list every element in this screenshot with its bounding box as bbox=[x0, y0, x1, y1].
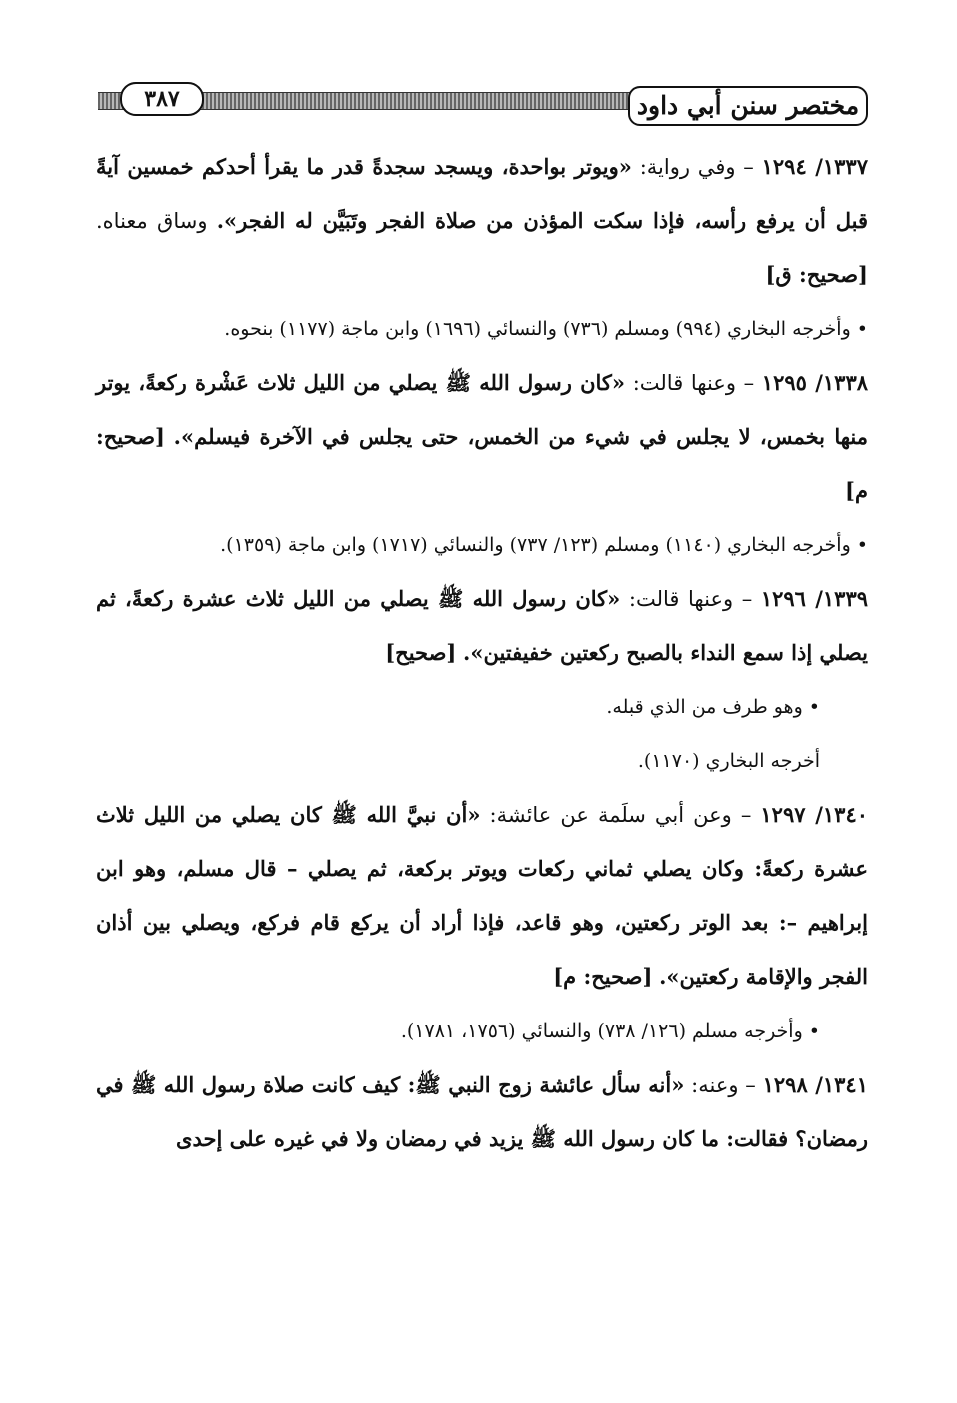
hadith-intro: – وعنها قالت: bbox=[620, 587, 761, 611]
hadith-number: ١٣٣٧/ ١٢٩٤ bbox=[761, 154, 868, 179]
hadith-grade: [صحيح: م] bbox=[553, 964, 653, 989]
page-number: ٣٨٧ bbox=[120, 82, 204, 116]
hadith-number: ١٣٤٠/ ١٢٩٧ bbox=[760, 802, 869, 827]
hadith-text: «ويوتر بواحدة، ويسجد سجدةً قدر ما يقرأ أحدكم خمسين آيةً قبل أن يرفع رأسه، فإذا سكت المؤذن من صلاة الفجر وتَبَيَّن له الفجر». bbox=[96, 154, 868, 233]
hadith-1341 bbox=[96, 1058, 868, 1166]
hadith-tail bbox=[165, 425, 174, 449]
hadith-grade: [صحيح: ق] bbox=[765, 262, 868, 287]
book-title: مختصر سنن أبي داود bbox=[628, 86, 868, 126]
takhrij-1339: أخرجه البخاري (١١٧٠). bbox=[637, 750, 820, 772]
hadith-grade: [صحيح: م] bbox=[96, 424, 868, 503]
hadith-intro: – وعنها قالت: bbox=[625, 371, 762, 395]
hadith-1337 bbox=[96, 140, 868, 302]
hadith-number: ١٣٤١/ ١٢٩٨ bbox=[762, 1072, 868, 1097]
hadith-intro: – وعنه: bbox=[684, 1073, 763, 1097]
takhrij-1340: • وأخرجه مسلم (١٢٦/ ٧٣٨) والنسائي (١٧٥٦، ١٧٨١). bbox=[400, 1020, 820, 1042]
hadith-intro: – وفي رواية: bbox=[631, 155, 762, 179]
hadith-tail: وساق معناه. bbox=[96, 209, 217, 233]
hadith-text: «أنه سأل عائشة زوج النبي ﷺ: كيف كانت صلاة رسول الله ﷺ في رمضان؟ فقالت: ما كان رسول الله ﷺ يزيد في رمضان ولا في غيره على إحدى bbox=[96, 1072, 868, 1151]
hadith-text: «أن نبيَّ الله ﷺ كان يصلي من الليل ثلاث عشرة ركعةً: وكان يصلي ثماني ركعات ويوتر بركعة، ثم يصلي – قال مسلم، وهو ابن إبراهيم –: بعد الوتر ركعتين، وهو قاعد، فإذا أراد أن يركع قام فركع، ويصلي بين أذان الفجر والإقامة ركعتين». bbox=[96, 802, 868, 989]
page-header bbox=[98, 82, 868, 128]
page-body bbox=[96, 140, 868, 1166]
hadith-intro: – وعن أبي سلَمة عن عائشة: bbox=[480, 803, 761, 827]
hadith-number: ١٣٣٨/ ١٢٩٥ bbox=[761, 370, 869, 395]
takhrij-1338: • وأخرجه البخاري (١١٤٠) ومسلم (١٢٣/ ٧٣٧) والنسائي (١٧١٧) وابن ماجة (١٣٥٩). bbox=[220, 534, 868, 556]
hadith-1338 bbox=[96, 356, 868, 518]
hadith-text: «كان رسول الله ﷺ يصلي من الليل ثلاث عَشْرة ركعةً، يوتر منها بخمس، لا يجلس في شيء من الخمس، حتى يجلس في الآخرة فيسلم». bbox=[96, 370, 868, 449]
hadith-1339 bbox=[96, 572, 868, 680]
hadith-text: «كان رسول الله ﷺ يصلي من الليل ثلاث عشرة ركعةً، ثم يصلي إذا سمع النداء بالصبح ركعتين خفيفتين». bbox=[96, 586, 868, 665]
hadith-grade: [صحيح] bbox=[385, 640, 457, 665]
note-1339: • وهو طرف من الذي قبله. bbox=[606, 696, 820, 718]
hadith-number: ١٣٣٩/ ١٢٩٦ bbox=[760, 586, 869, 611]
hadith-1340 bbox=[96, 788, 868, 1004]
takhrij-1337: • وأخرجه البخاري (٩٩٤) ومسلم (٧٣٦) والنسائي (١٦٩٦) وابن ماجة (١١٧٧) بنحوه. bbox=[224, 318, 868, 340]
